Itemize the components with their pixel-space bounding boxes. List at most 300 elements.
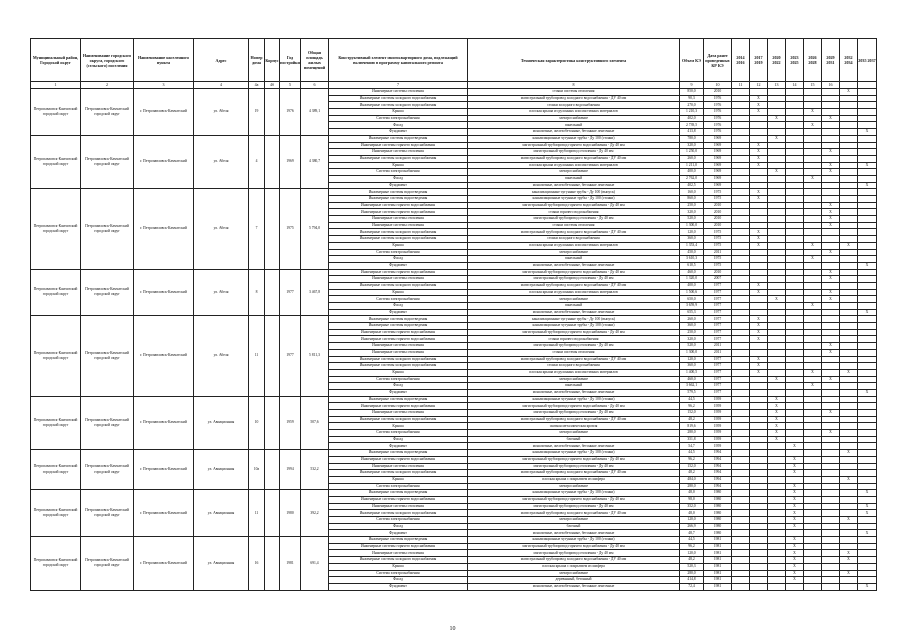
empty-year-cell	[732, 196, 750, 203]
empty-year-cell	[858, 296, 877, 303]
area-cell: 5 794,0	[301, 189, 329, 269]
element-cell: Система электроснабжения	[329, 115, 468, 122]
repair-mark-cell: X	[786, 470, 804, 477]
empty-year-cell	[750, 456, 768, 463]
empty-year-cell	[822, 189, 840, 196]
characteristic-cell: канализационные чугунные трубы - Ду 100 (стояки)	[468, 196, 680, 203]
empty-year-cell	[768, 149, 786, 156]
empty-year-cell	[822, 396, 840, 403]
district-cell: Петропавловск-Камчатский городской округ	[31, 89, 81, 136]
empty-year-cell	[768, 102, 786, 109]
empty-year-cell	[804, 296, 822, 303]
volume-cell: 360,0	[680, 363, 704, 370]
previous-repair-date-cell: 1969	[704, 175, 732, 182]
empty-year-cell	[768, 249, 786, 256]
previous-repair-date-cell: 1977	[704, 383, 732, 390]
element-cell: Инженерные системы водоотведения	[329, 189, 468, 196]
element-cell: Инженерные системы холодного водоснабжения	[329, 363, 468, 370]
characteristic-cell: стояки холодного водоснабжения	[468, 102, 680, 109]
empty-year-cell	[804, 403, 822, 410]
previous-repair-date-cell: 1977	[704, 363, 732, 370]
characteristic-cell: монолитные, железобетонные, бетонные ленточные	[468, 262, 680, 269]
repair-mark-cell: X	[840, 517, 858, 524]
empty-year-cell	[804, 269, 822, 276]
repair-mark-cell: X	[858, 182, 877, 189]
repair-mark-cell: X	[750, 363, 768, 370]
element-cell: Инженерные системы отопления	[329, 276, 468, 283]
repair-mark-cell: X	[858, 262, 877, 269]
volume-cell: 120,0	[680, 517, 704, 524]
volume-cell: 280,0	[680, 483, 704, 490]
empty-year-cell	[768, 229, 786, 236]
empty-year-cell	[732, 436, 750, 443]
volume-cell: 320,0	[680, 336, 704, 343]
empty-year-cell	[786, 363, 804, 370]
empty-year-cell	[840, 563, 858, 570]
repair-mark-cell: X	[786, 517, 804, 524]
volume-cell: 850,0	[680, 89, 704, 96]
empty-year-cell	[768, 483, 786, 490]
volume-cell: 320,0	[680, 142, 704, 149]
empty-year-cell	[858, 416, 877, 423]
empty-year-cell	[804, 329, 822, 336]
empty-year-cell	[786, 276, 804, 283]
repair-mark-cell: X	[858, 530, 877, 537]
index-cell: 12	[750, 82, 768, 89]
empty-year-cell	[804, 543, 822, 550]
empty-year-cell	[732, 242, 750, 249]
empty-year-cell	[786, 249, 804, 256]
volume-cell: 3 610,3	[680, 256, 704, 263]
volume-cell: 48,0	[680, 490, 704, 497]
empty-year-cell	[750, 450, 768, 457]
empty-year-cell	[732, 276, 750, 283]
repair-mark-cell: X	[750, 323, 768, 330]
empty-year-cell	[804, 336, 822, 343]
previous-repair-date-cell: 1976	[704, 115, 732, 122]
empty-year-cell	[840, 543, 858, 550]
empty-year-cell	[786, 289, 804, 296]
empty-year-cell	[732, 423, 750, 430]
empty-year-cell	[786, 236, 804, 243]
empty-year-cell	[822, 476, 840, 483]
empty-year-cell	[786, 430, 804, 437]
empty-year-cell	[786, 175, 804, 182]
empty-year-cell	[768, 343, 786, 350]
empty-year-cell	[750, 209, 768, 216]
repair-mark-cell: X	[750, 155, 768, 162]
repair-mark-cell: X	[840, 242, 858, 249]
empty-year-cell	[768, 282, 786, 289]
repair-mark-cell: X	[804, 109, 822, 116]
locality-cell: г. Петропавловск-Камчатский	[134, 490, 194, 537]
empty-year-cell	[822, 309, 840, 316]
empty-year-cell	[804, 389, 822, 396]
empty-year-cell	[840, 336, 858, 343]
previous-repair-date-cell: 2007	[704, 276, 732, 283]
empty-year-cell	[858, 496, 877, 503]
empty-year-cell	[858, 436, 877, 443]
characteristic-cell: электроснабжение	[468, 249, 680, 256]
empty-year-cell	[768, 196, 786, 203]
empty-year-cell	[822, 282, 840, 289]
element-cell: Крыша	[329, 563, 468, 570]
characteristic-cell: магистральный трубопровод холодного водоснабжения - ДУ 40 мм	[468, 416, 680, 423]
empty-year-cell	[750, 89, 768, 96]
previous-repair-date-cell: 1981	[704, 570, 732, 577]
empty-year-cell	[858, 229, 877, 236]
volume-cell: 96,2	[680, 403, 704, 410]
volume-cell: 655,3	[680, 309, 704, 316]
volume-cell: 400,0	[680, 282, 704, 289]
previous-repair-date-cell: 2010	[704, 202, 732, 209]
previous-repair-date-cell: 2011	[704, 249, 732, 256]
characteristic-cell: магистральный трубопровод горячего водоснабжения - Ду 40 мм	[468, 202, 680, 209]
empty-year-cell	[840, 309, 858, 316]
empty-year-cell	[732, 456, 750, 463]
empty-year-cell	[804, 410, 822, 417]
empty-year-cell	[732, 416, 750, 423]
repair-mark-cell: X	[750, 102, 768, 109]
empty-year-cell	[732, 463, 750, 470]
element-cell: Инженерные системы водоотведения	[329, 135, 468, 142]
empty-year-cell	[804, 135, 822, 142]
empty-year-cell	[732, 149, 750, 156]
empty-year-cell	[858, 249, 877, 256]
empty-year-cell	[822, 423, 840, 430]
repair-mark-cell: X	[786, 503, 804, 510]
empty-year-cell	[732, 102, 750, 109]
empty-year-cell	[768, 89, 786, 96]
volume-cell: 48,2	[680, 557, 704, 564]
characteristic-cell: магистральный трубопровод холодного водоснабжения - ДУ 40 мм	[468, 470, 680, 477]
empty-year-cell	[840, 376, 858, 383]
empty-year-cell	[768, 262, 786, 269]
element-cell: Инженерные системы горячего водоснабжения	[329, 496, 468, 503]
empty-year-cell	[750, 129, 768, 136]
empty-year-cell	[732, 249, 750, 256]
previous-repair-date-cell: 1977	[704, 303, 732, 310]
empty-year-cell	[804, 216, 822, 223]
characteristic-cell: магистральный трубопровод отопления - Ду 40 мм	[468, 463, 680, 470]
empty-year-cell	[858, 216, 877, 223]
empty-year-cell	[822, 463, 840, 470]
build-year-cell: 1959	[280, 396, 301, 450]
empty-year-cell	[822, 383, 840, 390]
previous-repair-date-cell: 1977	[704, 309, 732, 316]
characteristic-cell: магистральный трубопровод отопления - Ду 40 мм	[468, 410, 680, 417]
element-cell: Фундамент	[329, 583, 468, 590]
empty-year-cell	[804, 155, 822, 162]
empty-year-cell	[768, 490, 786, 497]
characteristic-cell: панельный	[468, 175, 680, 182]
repair-mark-cell: X	[822, 149, 840, 156]
repair-mark-cell: X	[840, 450, 858, 457]
previous-repair-date-cell: 1969	[704, 135, 732, 142]
empty-year-cell	[786, 122, 804, 129]
empty-year-cell	[750, 262, 768, 269]
previous-repair-date-cell: 1981	[704, 583, 732, 590]
element-cell: Система электроснабжения	[329, 483, 468, 490]
characteristic-cell: магистральный трубопровод отопления - Ду 40 мм	[468, 343, 680, 350]
empty-year-cell	[786, 155, 804, 162]
build-year-cell: 1977	[280, 316, 301, 396]
empty-year-cell	[732, 323, 750, 330]
repair-mark-cell: X	[786, 577, 804, 584]
empty-year-cell	[732, 443, 750, 450]
repair-mark-cell: X	[768, 135, 786, 142]
empty-year-cell	[786, 349, 804, 356]
volume-cell: 780,0	[680, 135, 704, 142]
empty-year-cell	[786, 316, 804, 323]
empty-year-cell	[840, 169, 858, 176]
characteristic-cell: магистральный трубопровод холодного водоснабжения - ДУ 40 мм	[468, 356, 680, 363]
empty-year-cell	[858, 236, 877, 243]
volume-cell: 650,0	[680, 296, 704, 303]
empty-year-cell	[732, 517, 750, 524]
empty-year-cell	[858, 396, 877, 403]
previous-repair-date-cell: 1977	[704, 356, 732, 363]
index-cell: 9	[680, 82, 704, 89]
empty-year-cell	[786, 129, 804, 136]
characteristic-cell: электроснабжение	[468, 483, 680, 490]
empty-year-cell	[822, 483, 840, 490]
characteristic-cell: электроснабжение	[468, 517, 680, 524]
empty-year-cell	[858, 423, 877, 430]
index-cell: 15	[804, 82, 822, 89]
empty-year-cell	[786, 95, 804, 102]
repair-mark-cell: X	[750, 95, 768, 102]
empty-year-cell	[840, 269, 858, 276]
characteristic-cell: плоская крыша из рулонных или мастичных материалов	[468, 109, 680, 116]
building-cell	[265, 89, 280, 136]
empty-year-cell	[840, 470, 858, 477]
empty-year-cell	[768, 517, 786, 524]
header-cell: Адрес	[194, 39, 249, 82]
element-cell: Система электроснабжения	[329, 376, 468, 383]
volume-cell: 250,0	[680, 329, 704, 336]
empty-year-cell	[750, 557, 768, 564]
repair-mark-cell: X	[804, 256, 822, 263]
empty-year-cell	[822, 303, 840, 310]
empty-year-cell	[750, 443, 768, 450]
element-cell: Инженерные системы отопления	[329, 463, 468, 470]
characteristic-cell: плоская крыша из рулонных или мастичных материалов	[468, 289, 680, 296]
empty-year-cell	[840, 323, 858, 330]
empty-year-cell	[750, 416, 768, 423]
repair-mark-cell: X	[750, 289, 768, 296]
empty-year-cell	[858, 463, 877, 470]
repair-mark-cell: X	[768, 296, 786, 303]
element-cell: Инженерные системы горячего водоснабжения	[329, 202, 468, 209]
district-cell: Петропавловск-Камчатский городской округ	[31, 450, 81, 490]
element-cell: Инженерные системы горячего водоснабжения	[329, 329, 468, 336]
empty-year-cell	[822, 323, 840, 330]
characteristic-cell: канализационные чугунные трубы - Ду 100 (стояки)	[468, 323, 680, 330]
empty-year-cell	[750, 510, 768, 517]
empty-year-cell	[840, 403, 858, 410]
repair-mark-cell: X	[822, 249, 840, 256]
header-cell: Конструктивный элемент многоквартирного дома, подлежащий включению в программу капитального ремонта	[329, 39, 468, 82]
empty-year-cell	[732, 403, 750, 410]
empty-year-cell	[750, 470, 768, 477]
empty-year-cell	[858, 476, 877, 483]
empty-year-cell	[786, 323, 804, 330]
previous-repair-date-cell: 1975	[704, 262, 732, 269]
empty-year-cell	[804, 169, 822, 176]
empty-year-cell	[732, 483, 750, 490]
empty-year-cell	[750, 135, 768, 142]
empty-year-cell	[822, 242, 840, 249]
volume-cell: 400,0	[680, 169, 704, 176]
empty-year-cell	[786, 189, 804, 196]
empty-year-cell	[804, 523, 822, 530]
empty-year-cell	[822, 517, 840, 524]
street-cell: ул. Авиационная	[194, 490, 249, 537]
empty-year-cell	[732, 510, 750, 517]
characteristic-cell: магистральный трубопровод отопления - Ду 40 мм	[468, 276, 680, 283]
empty-year-cell	[822, 583, 840, 590]
repair-mark-cell: X	[822, 169, 840, 176]
empty-year-cell	[750, 276, 768, 283]
repair-mark-cell: X	[750, 236, 768, 243]
characteristic-cell: стояки холодного водоснабжения	[468, 236, 680, 243]
characteristic-cell: канализационные чугунные трубы - Ду 100 (выпуск)	[468, 189, 680, 196]
repair-mark-cell: X	[840, 550, 858, 557]
empty-year-cell	[858, 135, 877, 142]
characteristic-cell: магистральный трубопровод горячего водоснабжения - Ду 40 мм	[468, 269, 680, 276]
empty-year-cell	[858, 456, 877, 463]
empty-year-cell	[822, 403, 840, 410]
empty-year-cell	[786, 216, 804, 223]
header-cell: Объем КЭ	[680, 39, 704, 82]
repair-mark-cell: X	[750, 316, 768, 323]
header-cell: Год постройки	[280, 39, 301, 82]
repair-mark-cell: X	[786, 456, 804, 463]
empty-year-cell	[804, 517, 822, 524]
element-cell: Фасад	[329, 577, 468, 584]
empty-year-cell	[732, 503, 750, 510]
repair-mark-cell: X	[804, 369, 822, 376]
element-cell: Система электроснабжения	[329, 570, 468, 577]
empty-year-cell	[732, 583, 750, 590]
volume-cell: 44,5	[680, 396, 704, 403]
empty-year-cell	[768, 476, 786, 483]
empty-year-cell	[732, 363, 750, 370]
empty-year-cell	[804, 95, 822, 102]
empty-year-cell	[822, 490, 840, 497]
area-cell: 4 380,7	[301, 135, 329, 189]
characteristic-cell: блочный	[468, 436, 680, 443]
previous-repair-date-cell: 1959	[704, 396, 732, 403]
element-cell: Инженерные системы холодного водоснабжения	[329, 510, 468, 517]
empty-year-cell	[804, 189, 822, 196]
header-cell: Дата ранее проведенных КР КЭ	[704, 39, 732, 82]
district-cell: Петропавловск-Камчатский городской округ	[31, 537, 81, 591]
district-cell: Петропавловск-Камчатский городской округ	[31, 490, 81, 537]
repair-mark-cell: X	[858, 129, 877, 136]
empty-year-cell	[858, 122, 877, 129]
build-year-cell: 1975	[280, 189, 301, 269]
empty-year-cell	[804, 436, 822, 443]
empty-year-cell	[750, 269, 768, 276]
empty-year-cell	[768, 443, 786, 450]
build-year-cell: 1976	[280, 89, 301, 136]
settlement-cell: Петропавловск-Камчатский городской округ	[81, 450, 134, 490]
previous-repair-date-cell: 1969	[704, 149, 732, 156]
empty-year-cell	[804, 563, 822, 570]
empty-year-cell	[732, 570, 750, 577]
house-number-cell: 16	[249, 537, 265, 591]
house-number-cell: 7	[249, 189, 265, 269]
empty-year-cell	[822, 155, 840, 162]
empty-year-cell	[768, 349, 786, 356]
repair-mark-cell: X	[750, 162, 768, 169]
empty-year-cell	[804, 202, 822, 209]
empty-year-cell	[804, 450, 822, 457]
locality-cell: г. Петропавловск-Камчатский	[134, 89, 194, 136]
empty-year-cell	[858, 269, 877, 276]
previous-repair-date-cell: 1994	[704, 463, 732, 470]
characteristic-cell: канализационные чугунные трубы - Ду 100 (стояки)	[468, 537, 680, 544]
element-cell: Инженерные системы горячего водоснабжения	[329, 336, 468, 343]
volume-cell: 610,5	[680, 262, 704, 269]
characteristic-cell: монолитные, железобетонные, бетонные ленточные	[468, 309, 680, 316]
empty-year-cell	[840, 236, 858, 243]
empty-year-cell	[750, 503, 768, 510]
previous-repair-date-cell: 1959	[704, 436, 732, 443]
empty-year-cell	[750, 490, 768, 497]
header-year-cell: 2029 2031	[822, 39, 840, 82]
empty-year-cell	[786, 329, 804, 336]
building-cell	[265, 396, 280, 450]
repair-mark-cell: X	[858, 510, 877, 517]
characteristic-cell: стояки горячего водоснабжения	[468, 209, 680, 216]
repair-mark-cell: X	[750, 242, 768, 249]
empty-year-cell	[786, 369, 804, 376]
empty-year-cell	[786, 109, 804, 116]
empty-year-cell	[858, 142, 877, 149]
volume-cell: 98,0	[680, 496, 704, 503]
element-cell: Инженерные системы холодного водоснабжения	[329, 557, 468, 564]
characteristic-cell: канализационные чугунные трубы - Ду 100 (стояки)	[468, 450, 680, 457]
previous-repair-date-cell: 1977	[704, 369, 732, 376]
empty-year-cell	[750, 517, 768, 524]
characteristic-cell: магистральный трубопровод холодного водоснабжения - ДУ 40 мм	[468, 155, 680, 162]
element-cell: Инженерные системы отопления	[329, 222, 468, 229]
empty-year-cell	[786, 102, 804, 109]
element-cell: Система электроснабжения	[329, 430, 468, 437]
empty-year-cell	[768, 175, 786, 182]
empty-year-cell	[858, 343, 877, 350]
empty-year-cell	[786, 383, 804, 390]
volume-cell: 250,0	[680, 202, 704, 209]
volume-cell: 120,0	[680, 356, 704, 363]
characteristic-cell: магистральный трубопровод холодного водоснабжения - ДУ 40 мм	[468, 510, 680, 517]
empty-year-cell	[750, 249, 768, 256]
build-year-cell: 1969	[280, 135, 301, 189]
empty-year-cell	[804, 570, 822, 577]
table-row	[31, 537, 877, 544]
locality-cell: г. Петропавловск-Камчатский	[134, 269, 194, 316]
build-year-cell: 1980	[280, 490, 301, 537]
previous-repair-date-cell: 1969	[704, 155, 732, 162]
building-cell	[265, 490, 280, 537]
empty-year-cell	[840, 496, 858, 503]
empty-year-cell	[840, 329, 858, 336]
repair-mark-cell: X	[768, 115, 786, 122]
empty-year-cell	[786, 115, 804, 122]
